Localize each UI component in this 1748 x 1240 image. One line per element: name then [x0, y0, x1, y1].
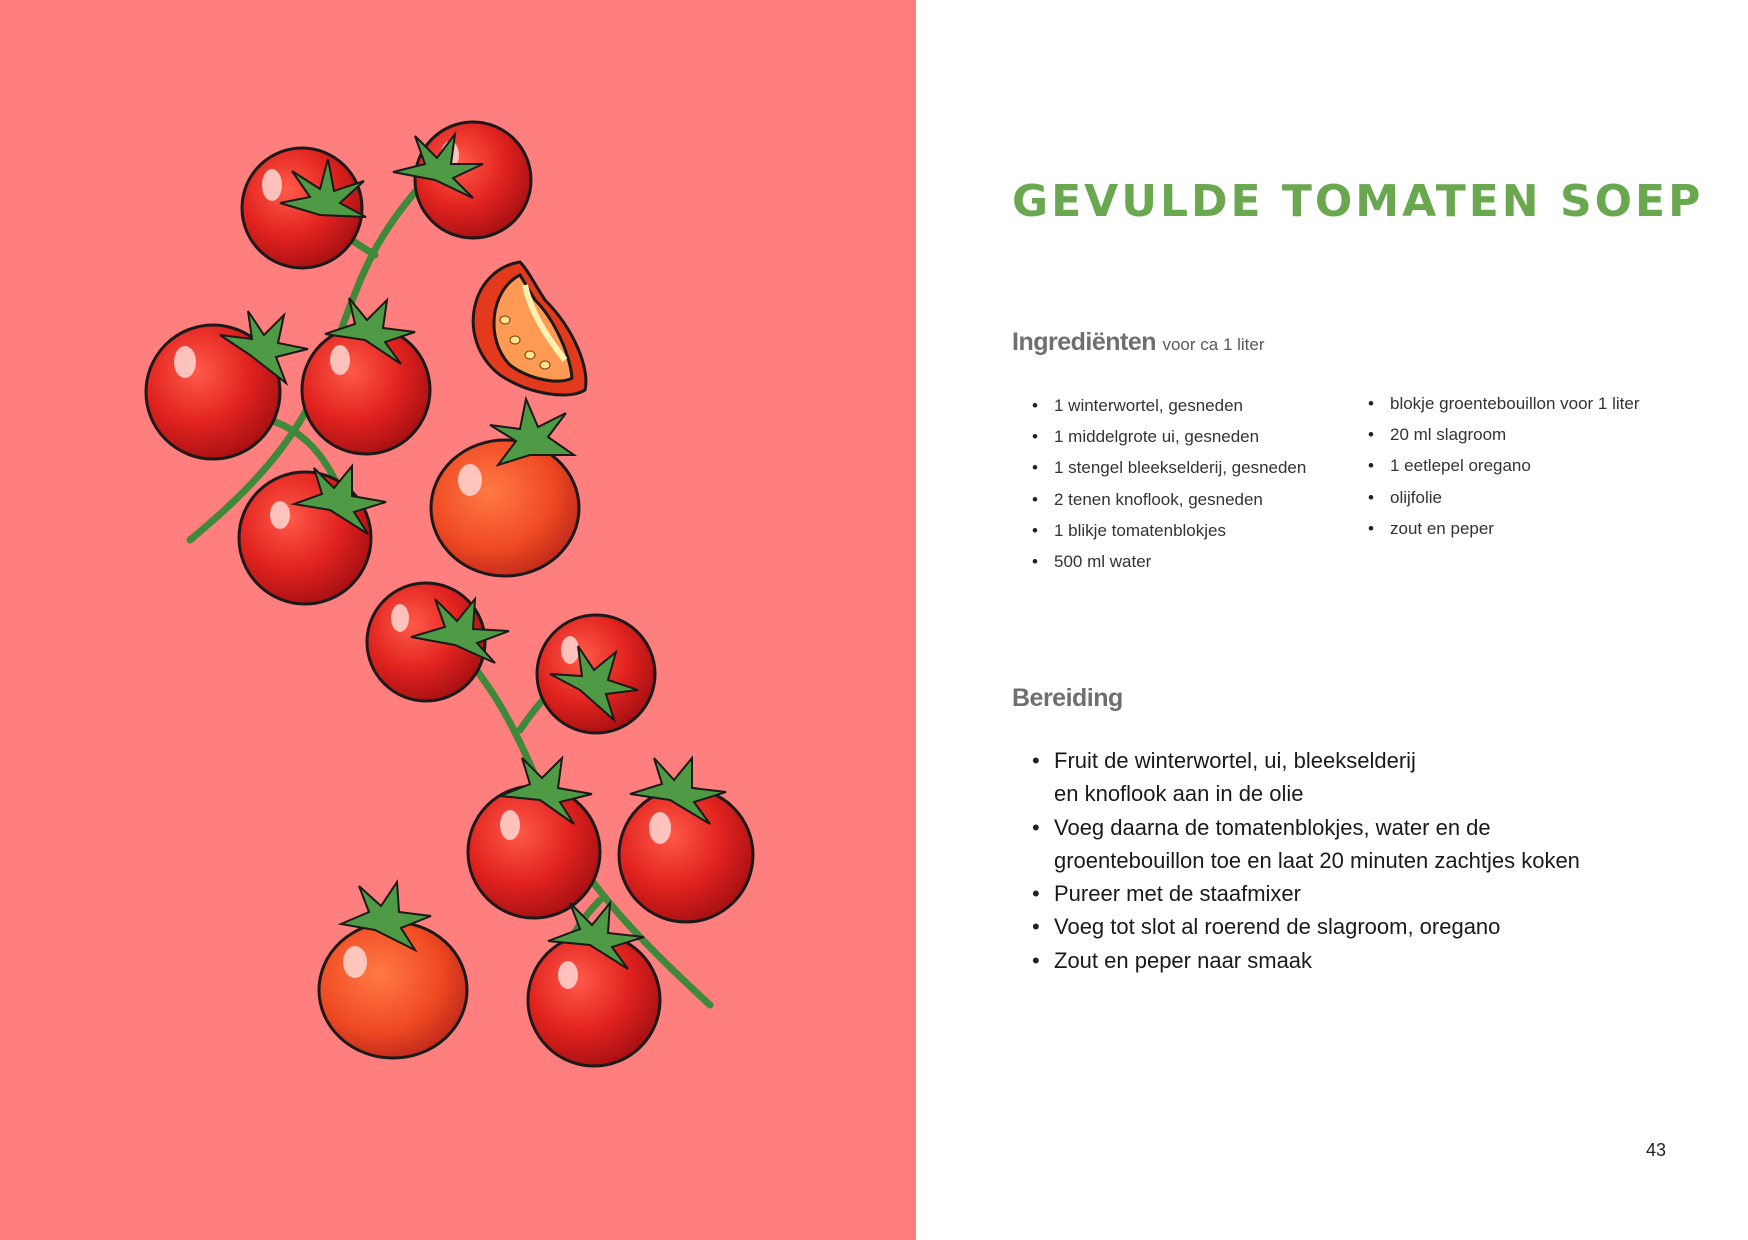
ingredients-list-column-2 — [1390, 388, 1640, 544]
ingredient-item: • 1 middelgrote ui, gesneden — [1054, 421, 1306, 452]
ingredients-subheading: voor ca 1 liter — [1162, 335, 1265, 354]
preparation-step — [1054, 811, 1580, 878]
preparation-heading: Bereiding — [1012, 684, 1123, 712]
ingredients-heading-text: Ingrediënten — [1012, 328, 1157, 356]
preparation-step — [1054, 944, 1580, 977]
step-line: Zout en peper naar smaak — [1054, 947, 1313, 973]
step-line: Voeg daarna de tomatenblokjes, water en de — [1054, 814, 1491, 840]
ingredient-item: • 1 eetlepel oregano — [1390, 450, 1640, 481]
step-line: Voeg tot slot al roerend de slagroom, oregano — [1054, 914, 1501, 940]
ingredients-heading — [1012, 328, 1265, 357]
step-line: groentebouillon toe en laat 20 minuten zachtjes koken — [1054, 847, 1580, 873]
preparation-step — [1054, 910, 1580, 943]
ingredient-item: • 1 winterwortel, gesneden — [1054, 390, 1306, 421]
preparation-step — [1054, 744, 1580, 811]
ingredient-item: • 1 blikje tomatenblokjes — [1054, 515, 1306, 546]
ingredient-item: • 20 ml slagroom — [1390, 419, 1640, 450]
preparation-steps — [1054, 744, 1580, 977]
ingredient-item: • 1 stengel bleekselderij, gesneden — [1054, 452, 1306, 483]
recipe-title: GEVULDE TOMATEN SOEP — [1012, 176, 1704, 227]
tomatoes — [146, 122, 753, 1066]
preparation-step — [1054, 877, 1580, 910]
step-line: en knoflook aan in de olie — [1054, 781, 1304, 807]
ingredient-item: • 2 tenen knoflook, gesneden — [1054, 484, 1306, 515]
page-number: 43 — [1646, 1140, 1667, 1160]
ingredient-item: • blokje groentebouillon voor 1 liter — [1390, 388, 1640, 419]
step-line: Pureer met de staafmixer — [1054, 881, 1301, 907]
ingredient-item: • olijfolie — [1390, 482, 1640, 513]
ingredient-item: • 500 ml water — [1054, 546, 1306, 577]
ingredient-item: • zout en peper — [1390, 513, 1640, 544]
ingredients-list-column-1 — [1054, 390, 1306, 577]
tomato-slice — [473, 262, 586, 395]
step-line: Fruit de winterwortel, ui, bleekselderij — [1054, 748, 1416, 773]
